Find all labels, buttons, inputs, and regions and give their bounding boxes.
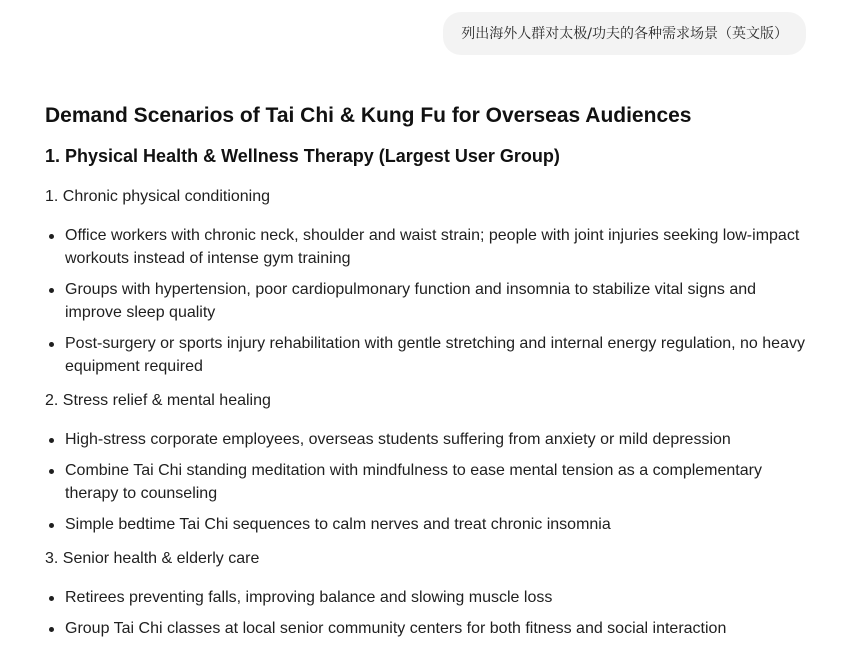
list-item-text: Simple bedtime Tai Chi sequences to calm nerves and treat chronic insomnia bbox=[65, 516, 611, 533]
bullet-list bbox=[45, 586, 815, 640]
assistant-response bbox=[45, 102, 815, 640]
bullet-icon bbox=[49, 288, 54, 293]
list-item-text: Retirees preventing falls, improving balance and slowing muscle loss bbox=[65, 589, 553, 606]
bullet-icon bbox=[49, 469, 54, 474]
list-item bbox=[45, 513, 815, 536]
bullet-icon bbox=[49, 596, 54, 601]
user-message-text: 列出海外人群对太极/功夫的各种需求场景（英文版） bbox=[461, 26, 788, 42]
subsection-label: 2. Stress relief & mental healing bbox=[45, 392, 271, 409]
list-item-text: Post-surgery or sports injury rehabilitation with gentle stretching and internal energy regulation, no heavy equipment required bbox=[65, 335, 805, 375]
list-item-text: Groups with hypertension, poor cardiopulmonary function and insomnia to stabilize vital signs and improve sleep quality bbox=[65, 281, 757, 321]
list-item bbox=[45, 332, 815, 378]
bullet-icon bbox=[49, 523, 54, 528]
list-item-text: Combine Tai Chi standing meditation with mindfulness to ease mental tension as a complementary therapy to counseling bbox=[65, 462, 762, 502]
list-item bbox=[45, 586, 815, 609]
bullet-icon bbox=[49, 234, 54, 239]
list-item-text: High-stress corporate employees, overseas students suffering from anxiety or mild depression bbox=[65, 431, 731, 448]
subsection-label: 3. Senior health & elderly care bbox=[45, 550, 260, 567]
list-item bbox=[45, 428, 815, 451]
bullet-list bbox=[45, 224, 815, 378]
list-item-text: Office workers with chronic neck, shoulder and waist strain; people with joint injuries seeking low-impact workouts instead of intense gym training bbox=[65, 227, 800, 267]
bullet-list bbox=[45, 428, 815, 536]
bullet-icon bbox=[49, 342, 54, 347]
section-heading: 1. Physical Health & Wellness Therapy (Largest User Group) bbox=[45, 146, 560, 166]
list-item bbox=[45, 224, 815, 270]
list-item bbox=[45, 278, 815, 324]
list-item-text: Group Tai Chi classes at local senior community centers for both fitness and social interaction bbox=[65, 620, 727, 637]
bullet-icon bbox=[49, 438, 54, 443]
user-message-bubble bbox=[443, 12, 806, 55]
subsection-label: 1. Chronic physical conditioning bbox=[45, 188, 271, 205]
bullet-icon bbox=[49, 627, 54, 632]
list-item bbox=[45, 617, 815, 640]
response-title: Demand Scenarios of Tai Chi & Kung Fu for Overseas Audiences bbox=[45, 104, 692, 127]
list-item bbox=[45, 459, 815, 505]
